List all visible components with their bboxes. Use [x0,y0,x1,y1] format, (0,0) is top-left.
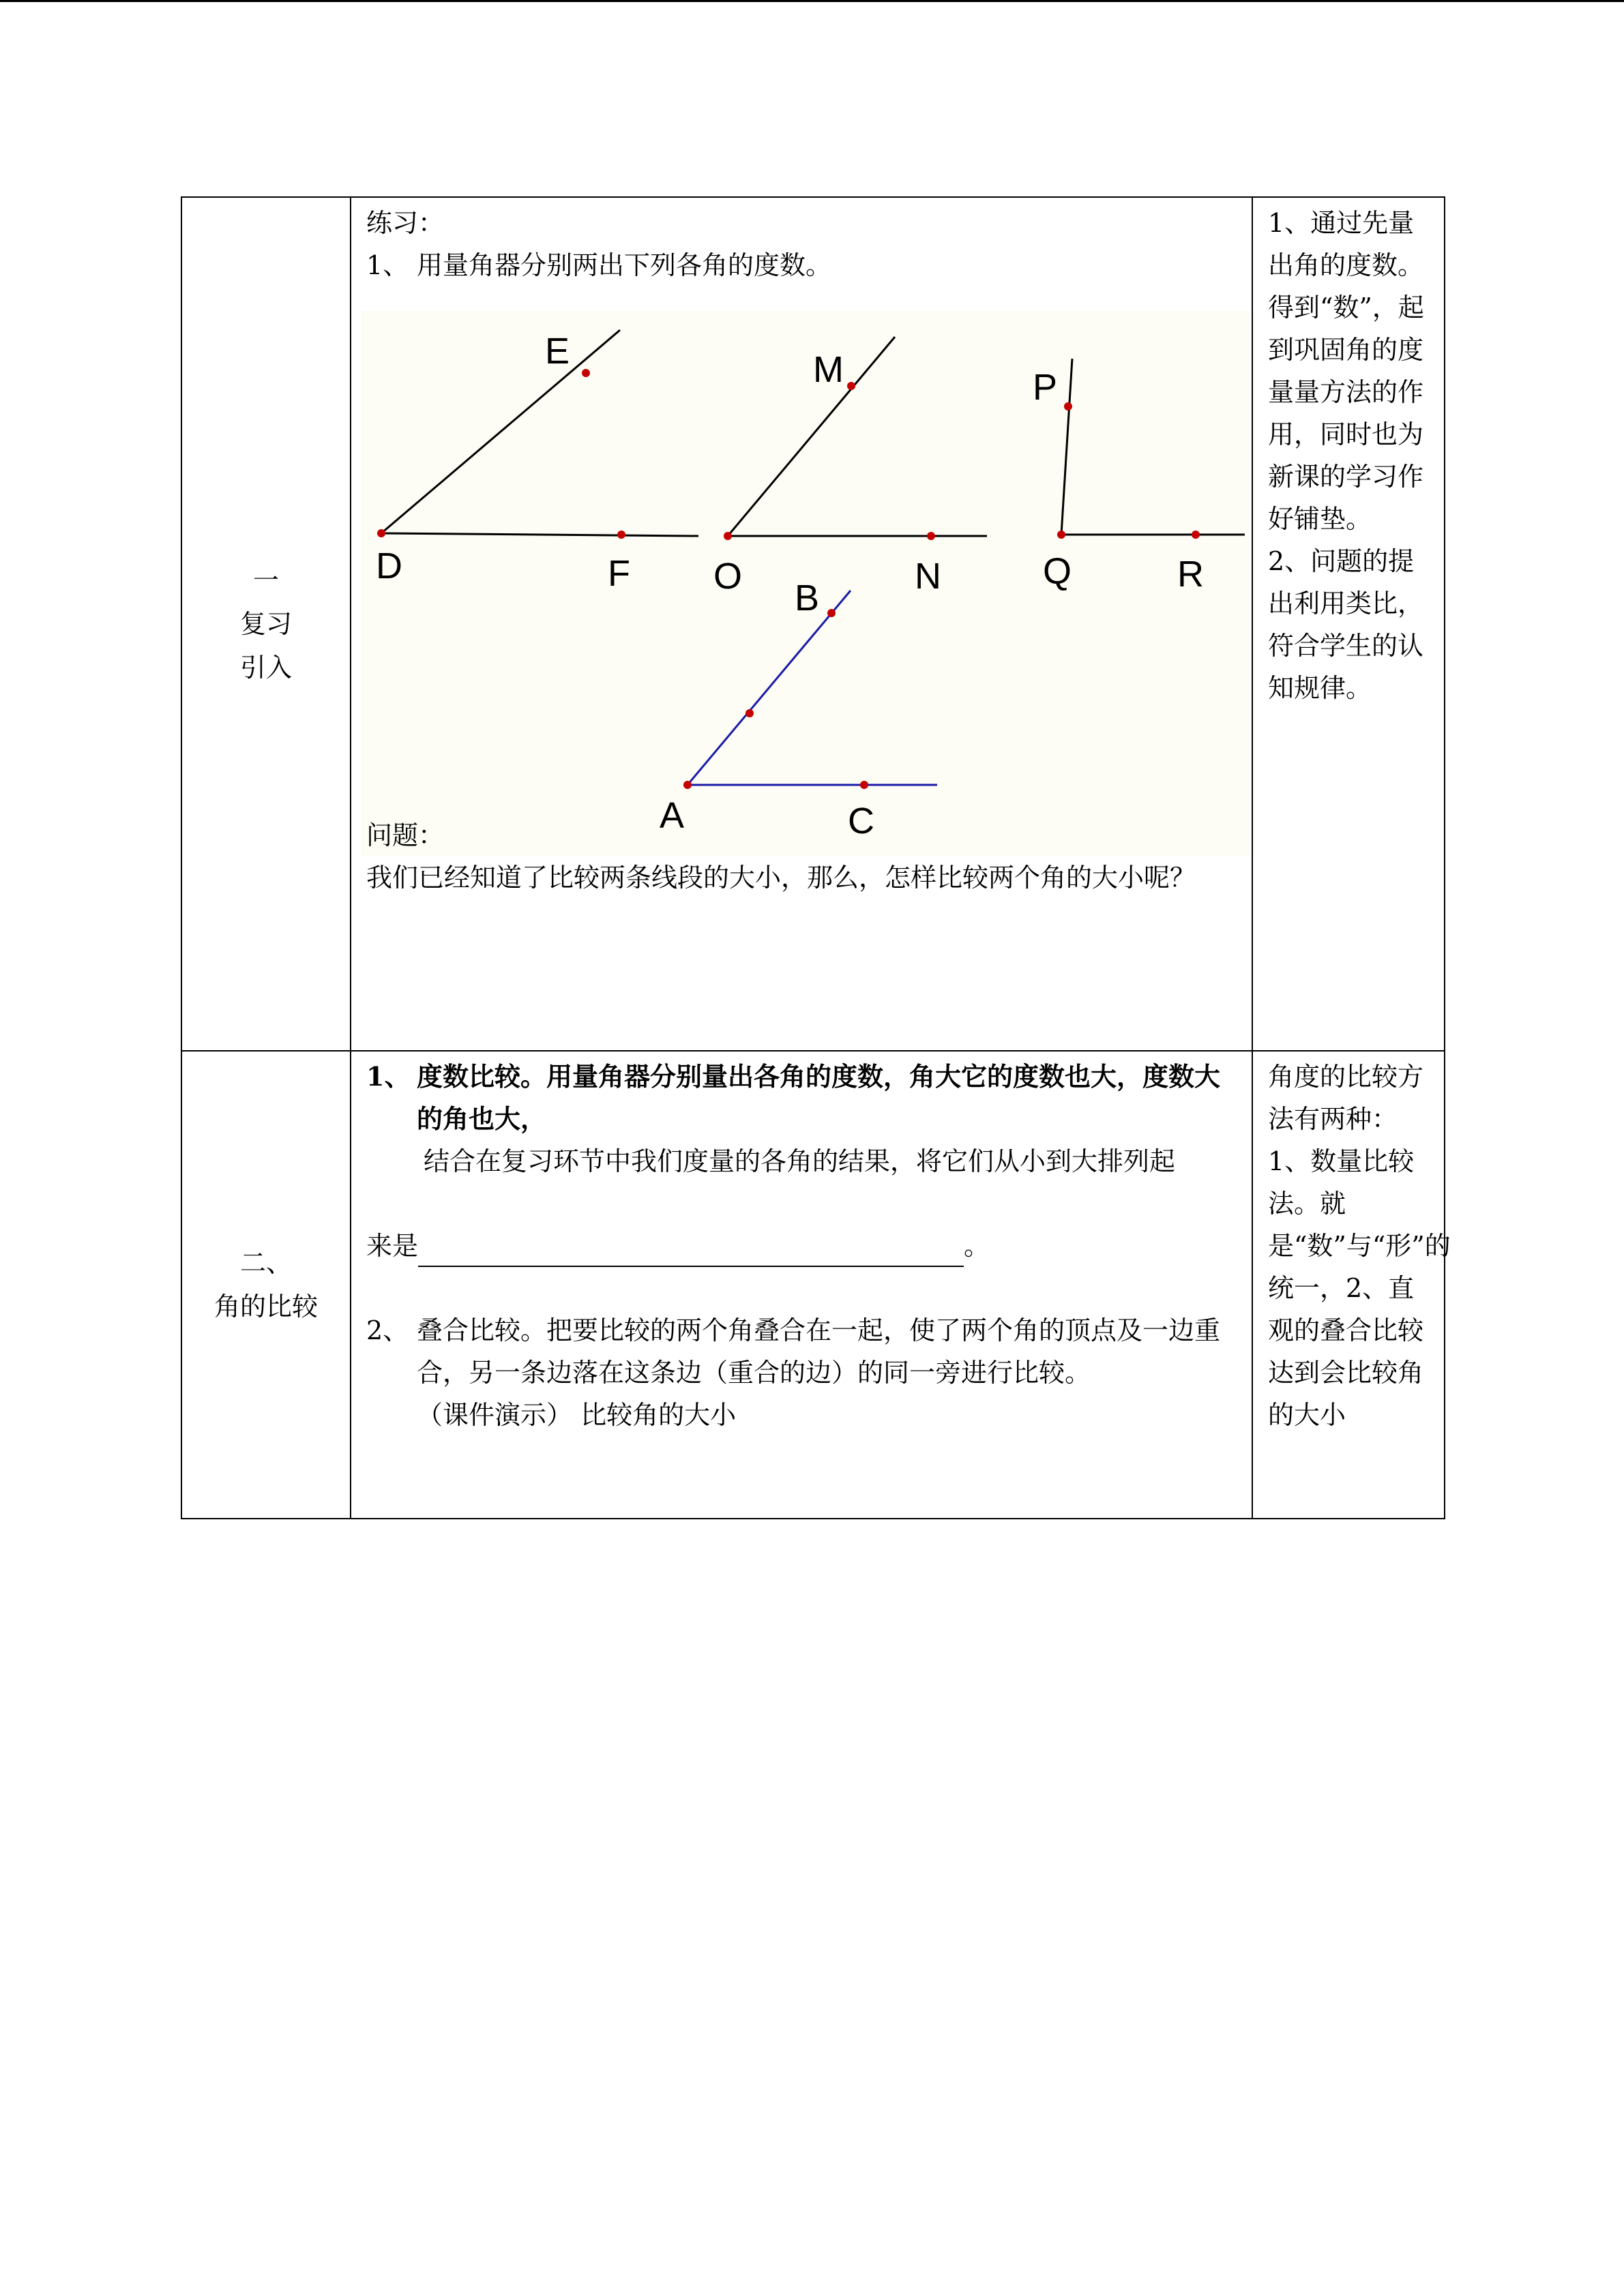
label-n: N [915,556,941,597]
label-e: E [545,331,570,372]
label-r: R [1177,554,1204,595]
label-o: O [713,556,743,597]
practice-title: 练习： [366,208,445,238]
ray-om [728,337,895,536]
note-paragraph: 角度的比较方法有两种：1、数量比较法。就是“数”与“形”的统一，2、直观的叠合比较达到会比较角的大小 [1268,1062,1451,1430]
item-degree-comparison [366,1056,1237,1140]
point-d [377,529,385,537]
stage-cell-review [181,197,351,1051]
fill-blank-line [366,1225,1237,1267]
label-a: A [660,795,685,836]
note-cell-review [1252,197,1445,1051]
item-number: 1、 [366,1061,411,1092]
task-number: 1、 [366,250,409,280]
label-m: M [813,349,844,390]
page-top-rule [0,0,1624,2]
point-b [827,609,836,617]
question-title: 问题： [366,820,445,850]
point-f [617,531,625,539]
ray-df [381,533,698,536]
note-paragraph: 1、通过先量出角的度数。得到“数”，起到巩固角的度量量方法的作用，同时也为新课的学习作好铺垫。 [1268,208,1424,534]
point-a [683,781,692,789]
angle-diagram [361,311,1250,856]
lesson-plan-table [181,196,1451,1519]
content-cell-review [351,197,1252,1051]
note-cell-comparison [1252,1051,1451,1519]
point-c [860,781,868,789]
angle-figure [361,311,1250,856]
point-m [847,382,855,390]
item-text: 叠合比较。把要比较的两个角叠合在一起，使了两个角的顶点及一边重合，另一条边落在这条边（重合的边）的同一旁进行比较。 [417,1315,1221,1388]
label-p: P [1033,367,1058,408]
ray-qp [1061,359,1072,535]
item-text: 度数比较。用量角器分别量出各角的度数，角大它的度数也大，度数大的角也大， [417,1061,1221,1134]
stage-label-line: 二、 [239,1248,292,1278]
stage-label-line: 角的比较 [213,1292,318,1322]
stage-label-line: 引入 [239,653,292,683]
stage-label-line: 一 [252,565,279,595]
ray-de [381,330,620,533]
point-e [582,369,590,377]
label-b: B [795,578,820,618]
item-overlap-comparison [366,1309,1237,1394]
item-number: 2、 [366,1315,409,1345]
content-cell-comparison [351,1051,1252,1519]
label-c: C [848,801,874,841]
table-row-review [181,197,1445,1051]
stage-label-line: 复习 [239,609,292,639]
stage-cell-comparison [181,1051,351,1519]
question-text: 我们已经知道了比较两条线段的大小，那么，怎样比较两个角的大小呢？ [366,863,1196,893]
point-mid-ab [745,709,754,717]
demo-text: （课件演示） 比较角的大小 [417,1400,737,1430]
point-o [724,532,732,540]
table-row-comparison [181,1051,1445,1519]
point-r [1192,531,1200,539]
point-n [927,532,935,540]
point-p [1064,402,1072,411]
fill-suffix: 。 [964,1231,990,1261]
label-f: F [608,553,630,594]
point-q [1057,531,1065,539]
label-d: D [376,546,402,586]
item-follow-text: 结合在复习环节中我们度量的各角的结果，将它们从小到大排列起 [424,1146,1176,1176]
practice-task [366,244,1237,286]
ray-ab [688,591,851,785]
note-paragraph: 2、问题的提出利用类比，符合学生的认知规律。 [1268,546,1424,703]
answer-blank[interactable] [418,1237,964,1267]
fill-prefix: 来是 [366,1231,419,1261]
task-text: 用量角器分别两出下列各角的度数。 [417,250,832,280]
label-q: Q [1043,551,1072,592]
